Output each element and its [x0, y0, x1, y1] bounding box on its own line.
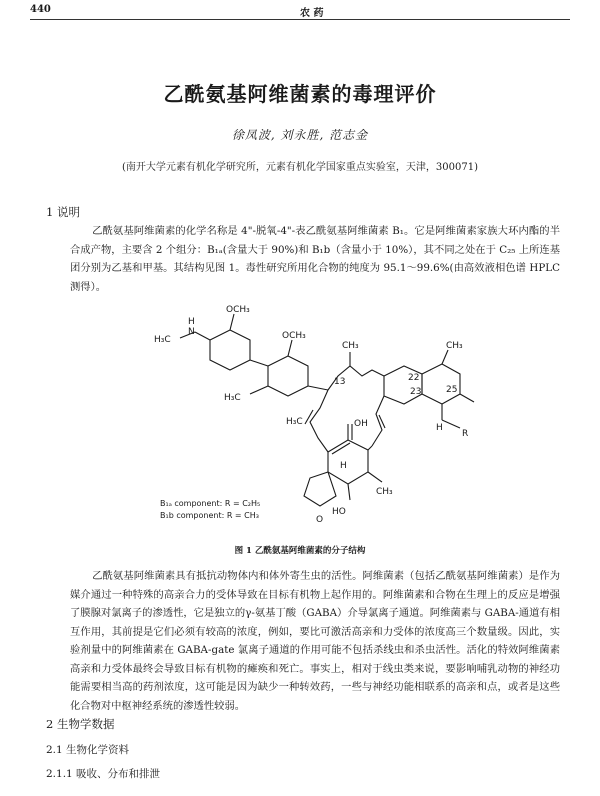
authors: 徐凤波, 刘永胜, 范志金 — [231, 128, 369, 142]
atom-label-och3-top: OCH₃ — [226, 305, 250, 315]
journal-name: 农 药 — [300, 8, 324, 19]
subsection-2-1: 2.1 生物化学资料 — [46, 744, 130, 756]
paragraph-2 — [70, 567, 560, 715]
atom-label-n: N — [188, 327, 195, 337]
atom-label-h-bottom: H — [340, 461, 347, 471]
atom-label-h3c-mid: H₃C — [286, 417, 303, 427]
atom-label-ch3-top: CH₃ — [342, 341, 359, 351]
atom-label-h3c-sugar: H₃C — [224, 393, 241, 403]
atom-label-ho: HO — [332, 507, 346, 517]
atom-label-acetyl: H₃C — [154, 335, 171, 345]
molecular-structure-figure — [150, 300, 480, 530]
affiliation: (南开大学元素有机化学研究所，元素有机化学国家重点实验室，天津，300071) — [122, 162, 478, 173]
paragraph-1 — [70, 222, 560, 296]
atom-label-och3-mid: OCH₃ — [282, 331, 306, 341]
atom-label-o: O — [316, 515, 324, 525]
header-rule — [30, 19, 570, 20]
atom-label-r: R — [462, 429, 469, 439]
atom-label-ch3-right: CH₃ — [446, 341, 463, 351]
section-2-heading: 2 生物学数据 — [46, 717, 115, 731]
legend-b1a: B₁ₐ component: R = C₂H₅ — [160, 499, 261, 508]
page-number: 440 — [30, 4, 51, 15]
paragraph-1-text: 乙酰氨基阿维菌素的化学名称是 4"-脱氧-4"-表乙酰氨基阿维菌素 B₁。它是阿维菌素家族大环内酯的半合成产物，主要含 2 个组分：B₁ₐ(含量大于 90%)和 B₁b（含量小于 10%），其不同之处在于 C₂₅ 上所连基团分别为乙基和甲基。其结构见图 1。毒性研究所用化合物的纯度为 95.1～99.6%(由高效液相色谱 HPLC 测得）。 — [70, 225, 560, 293]
paragraph-2-text: 乙酰氨基阿维菌素具有抵抗动物体内和体外寄生虫的活性。阿维菌素（包括乙酰氨基阿维菌素）是作为媒介通过一种特殊的高亲合力的受体导致在目标有机物上起作用的。阿维菌素和合物在生理上的反应是增强了膜腺对氯离子的渗透性，它是独立的γ-氨基丁酸（GABA）介导氯离子通道。阿维菌素与 GABA-通道有相互作用，其前提是它们必须有较高的浓度，例如，要比可激活高亲和力受体的浓度高三个数量级。因此，实验剂量中的阿维菌素在 GABA-gate 氯离子通道的作用可能不包括杀线虫和杀虫活性。活化的特效阿维菌素高亲和力受体最终会导致目标有机物的瘫痪和死亡。事实上，相对于线虫类来说，要影响哺乳动物的神经功能需要相当高的药剂浓度，这可能是因为缺少一种转效药，一些与神经功能相联系的高亲和点，或者是这些化合物对中枢神经系统的渗透性较弱。 — [70, 570, 560, 712]
section-1-heading: 1 说明 — [46, 205, 80, 219]
atom-label-25: 25 — [446, 385, 458, 395]
atom-label-13: 13 — [334, 377, 346, 387]
atom-label-22: 22 — [408, 373, 420, 383]
atom-label-23: 23 — [410, 387, 422, 397]
page-header — [30, 0, 570, 20]
figure-legend — [160, 498, 260, 522]
atom-label-h: H — [188, 317, 195, 327]
figure-caption: 图 1 乙酰氨基阿维菌素的分子结构 — [234, 546, 366, 556]
atom-label-h-right: H — [436, 423, 443, 433]
legend-b1b: B₁b component: R = CH₃ — [160, 511, 259, 520]
atom-label-oh: OH — [354, 419, 368, 429]
atom-label-ch3-bottom: CH₃ — [376, 487, 393, 497]
article-title: 乙酰氨基阿维菌素的毒理评价 — [163, 82, 437, 106]
subsection-2-1-1: 2.1.1 吸收、分布和排泄 — [46, 768, 161, 780]
